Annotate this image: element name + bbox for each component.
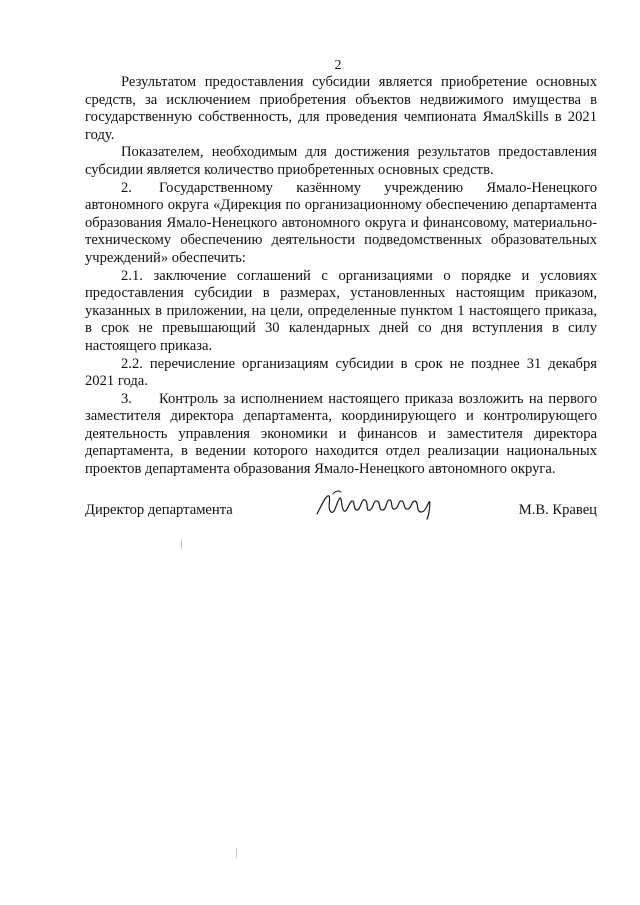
paragraph-indicator: Показателем, необходимым для достижения результатов предоставления субсидии является количество приобретенных основных средств. xyxy=(85,144,597,178)
item-3-text: Контроль за исполнением настоящего приказа возложить на первого заместителя директора департамента, координирующего и контролирующего деятельность управления экономики и финансов и заместителя директора департамента, в ведении которого находится отдел реализации национальных проектов департамента образования Ямало-Ненецкого автономного округа. xyxy=(85,390,597,478)
subitem-2-1: 2.1. заключение соглашений с организациями о порядке и условиях предоставления субсидии в размерах, установленных настоящим приказом, указанных в приложении, на цели, определенные пунктом 1 настоящего приказа, в срок не превышающий 30 календарных дней со дня вступления в силу настоящего приказа. xyxy=(85,267,597,354)
signatory-name: М.В. Кравец xyxy=(518,502,597,518)
page-number: 2 xyxy=(334,58,342,73)
paragraph-result: Результатом предоставления субсидии является приобретение основных средств, за исключением приобретения объектов недвижимого имущества в государственную собственность, для проведения чемпионата ЯмалSkills в 2021 году. xyxy=(85,74,597,143)
signature-block xyxy=(85,494,597,524)
handwritten-signature xyxy=(313,488,443,522)
item-3 xyxy=(85,391,597,479)
item-3-number: 3. xyxy=(121,390,132,407)
signatory-position: Директор департамента xyxy=(85,502,233,518)
scan-speck xyxy=(236,848,237,858)
item-2 xyxy=(85,180,597,268)
item-2-text: Государственному казённому учреждению Ямало-Ненецкого автономного округа «Дирекция по организационному обеспечению департамента образования Ямало-Ненецкого автономного округа и финансовому, материально-техническому обеспечению деятельности подведомственных образовательных учреждений» обеспечить: xyxy=(85,179,597,266)
document-body xyxy=(85,74,597,479)
scan-speck xyxy=(181,540,182,549)
subitem-2-2: 2.2. перечисление организациям субсидии в срок не позднее 31 декабря 2021 года. xyxy=(85,355,597,390)
item-2-number: 2. xyxy=(121,179,132,196)
